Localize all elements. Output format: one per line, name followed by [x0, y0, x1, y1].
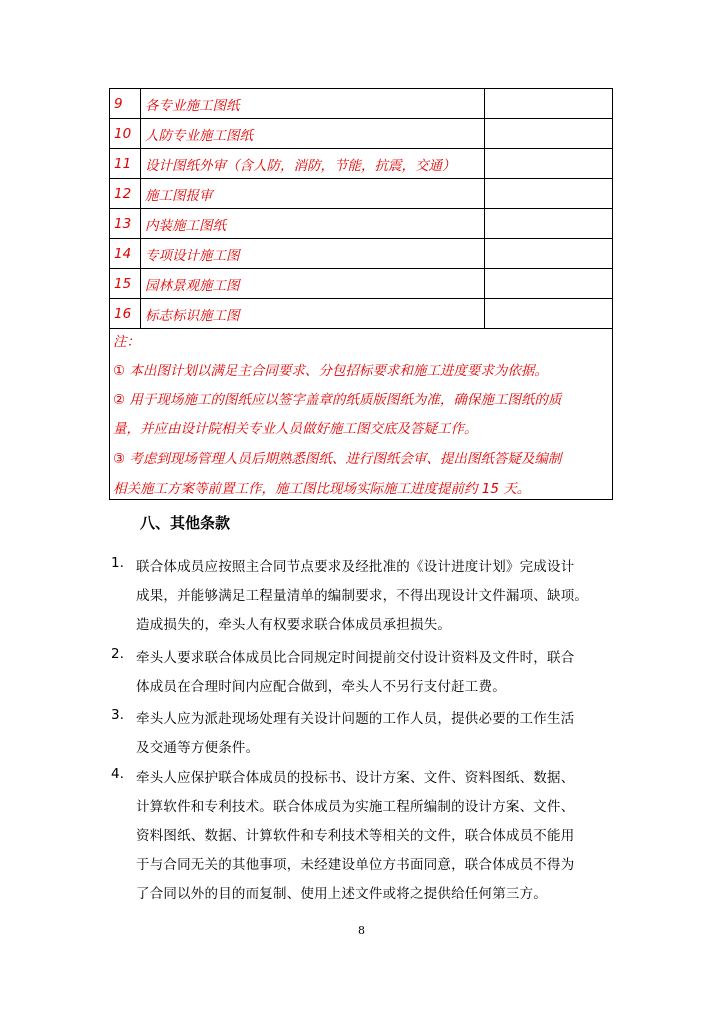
table-row: [110, 179, 613, 209]
row-item: 园林景观施工图: [141, 269, 485, 299]
row-item: 内装施工图纸: [141, 209, 485, 239]
row-number: 12: [110, 179, 141, 209]
drawing-schedule-table: [109, 88, 613, 329]
row-item: 各专业施工图纸: [141, 89, 485, 119]
row-number: 13: [110, 209, 141, 239]
clause-number: 4.: [111, 766, 124, 782]
clause-line: 于与合同无关的其他事项，未经建设单位方书面同意，联合体成员不得为: [136, 857, 575, 873]
clause-line: 联合体成员应按照主合同节点要求及经批准的《设计进度计划》完成设计: [136, 559, 575, 575]
clause-line: 了合同以外的目的而复制、使用上述文件或将之提供给任何第三方。: [136, 886, 547, 902]
clause-number: 3.: [111, 707, 124, 723]
table-row: [110, 89, 613, 119]
note-line: ③ 考虑到现场管理人员后期熟悉图纸、进行图纸会审、提出图纸答疑及编制: [113, 451, 562, 467]
clause-line: 牵头人要求联合体成员比合同规定时间提前交付设计资料及文件时，联合: [136, 650, 575, 666]
note-line: ② 用于现场施工的图纸应以签字盖章的纸质版图纸为准，确保施工图纸的质: [113, 392, 562, 408]
row-item: 设计图纸外审（含人防，消防，节能，抗震，交通）: [141, 149, 485, 179]
row-blank-cell: [485, 149, 613, 179]
clause-line: 牵头人应为派赴现场处理有关设计问题的工作人员，提供必要的工作生活: [136, 711, 575, 727]
row-item: 标志标识施工图: [141, 299, 485, 329]
row-blank-cell: [485, 179, 613, 209]
section-heading: 八、其他条款: [140, 514, 231, 532]
note-line: ① 本出图计划以满足主合同要求、分包招标要求和施工进度要求为依据。: [113, 363, 548, 379]
notes-box: [109, 326, 613, 500]
clause-line: 体成员在合理时间内应配合做到，牵头人不另行支付赶工费。: [136, 679, 506, 695]
notes-label: 注：: [113, 334, 140, 350]
table-row: [110, 239, 613, 269]
row-item: 人防专业施工图纸: [141, 119, 485, 149]
table-row: [110, 149, 613, 179]
clause-line: 成果，并能够满足工程量清单的编制要求，不得出现设计文件漏项、缺项。: [136, 588, 589, 604]
row-blank-cell: [485, 269, 613, 299]
row-number: 14: [110, 239, 141, 269]
row-blank-cell: [485, 89, 613, 119]
clause-line: 及交通等方便条件。: [136, 740, 260, 756]
page-number: 8: [358, 924, 365, 937]
note-line: 相关施工方案等前置工作，施工图比现场实际施工进度提前约 15 天。: [113, 481, 531, 497]
row-number: 10: [110, 119, 141, 149]
clause-line: 牵头人应保护联合体成员的投标书、设计方案、文件、资料图纸、数据、: [136, 770, 575, 786]
row-blank-cell: [485, 239, 613, 269]
table-row: [110, 299, 613, 329]
table-row: [110, 269, 613, 299]
row-item: 专项设计施工图: [141, 239, 485, 269]
row-blank-cell: [485, 299, 613, 329]
table-row: [110, 209, 613, 239]
row-number: 11: [110, 149, 141, 179]
clause-line: 造成损失的，牵头人有权要求联合体成员承担损失。: [136, 617, 452, 633]
clause-number: 1.: [111, 555, 124, 571]
table-row: [110, 119, 613, 149]
row-number: 15: [110, 269, 141, 299]
clause-number: 2.: [111, 646, 124, 662]
row-blank-cell: [485, 119, 613, 149]
row-number: 9: [110, 89, 141, 119]
row-item: 施工图报审: [141, 179, 485, 209]
clause-line: 资料图纸、数据、计算软件和专利技术等相关的文件，联合体成员不能用: [136, 828, 575, 844]
clause-line: 计算软件和专利技术。联合体成员为实施工程所编制的设计方案、文件、: [136, 799, 575, 815]
row-blank-cell: [485, 209, 613, 239]
row-number: 16: [110, 299, 141, 329]
note-line: 量，并应由设计院相关专业人员做好施工图交底及答疑工作。: [113, 421, 478, 437]
